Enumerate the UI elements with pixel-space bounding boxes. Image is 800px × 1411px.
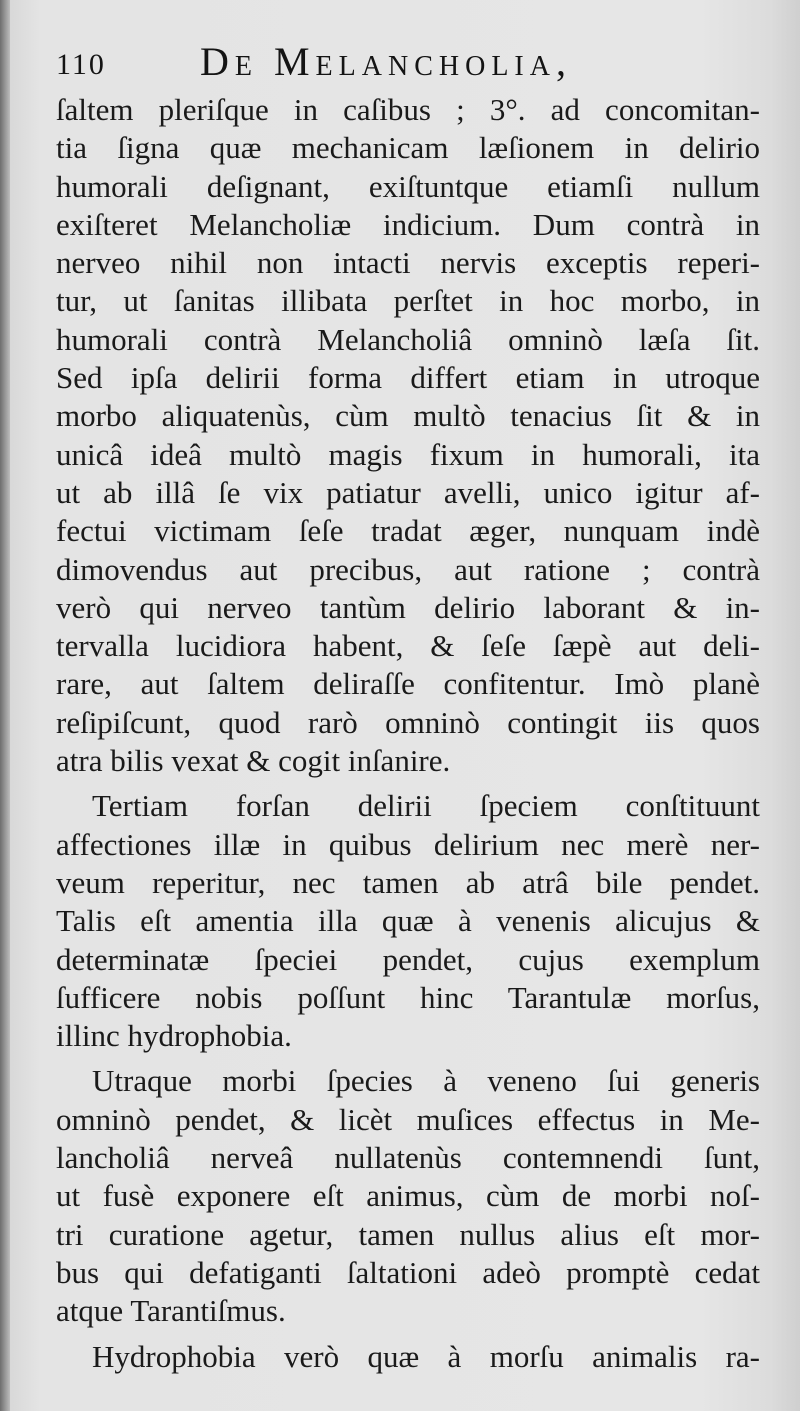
text-line: dimovendus aut precibus, aut ratione ; contrà <box>56 551 760 587</box>
text-line: reſipiſcunt, quod rarò omninò contingit iis quos <box>56 704 760 740</box>
text-line: unicâ ideâ multò magis fixum in humorali, ita <box>56 436 760 472</box>
text-line: tia ſigna quæ mechanicam læſionem in delirio <box>56 130 760 166</box>
text-line: tervalla lucidiora habent, & ſeſe ſæpè aut deli- <box>56 628 760 664</box>
text-line: tur, ut ſanitas illibata perſtet in hoc morbo, in <box>56 283 760 319</box>
text-line: humorali contrà Melancholiâ omninò læſa ſit. <box>56 321 760 357</box>
text-line: bus qui defatiganti ſaltationi adeò promptè cedat <box>56 1254 760 1290</box>
page-header <box>56 38 756 94</box>
text-line: illinc hydrophobia. <box>56 1018 292 1054</box>
text-line: nerveo nihil non intacti nervis exceptis reperi- <box>56 245 760 281</box>
text-line: omninò pendet, & licèt muſices effectus in Me- <box>56 1101 760 1137</box>
text-line: verò qui nerveo tantùm delirio laborant & in- <box>56 589 760 625</box>
text-line: Tertiam forſan delirii ſpeciem conſtituunt <box>92 788 760 824</box>
text-line: lancholiâ nerveâ nullatenùs contemnendi ſunt, <box>56 1140 760 1176</box>
text-line: ſufficere nobis poſſunt hinc Tarantulæ morſus, <box>56 979 760 1015</box>
text-line: Talis eſt amentia illa quæ à venenis alicujus & <box>56 903 760 939</box>
text-line: morbo aliquatenùs, cùm multò tenacius ſit & in <box>56 398 760 434</box>
text-line: Hydrophobia verò quæ à morſu animalis ra- <box>92 1338 760 1374</box>
text-line: determinatæ ſpeciei pendet, cujus exemplum <box>56 941 760 977</box>
text-line: veum reperitur, nec tamen ab atrâ bile pendet. <box>56 864 760 900</box>
text-line: rare, aut ſaltem deliraſſe confitentur. Imò planè <box>56 666 760 702</box>
paragraph <box>56 1338 760 1376</box>
text-line: ut ab illâ ſe vix patiatur avelli, unico igitur af- <box>56 474 760 510</box>
text-line: tri curatione agetur, tamen nullus alius eſt mor- <box>56 1216 760 1252</box>
running-title: De Melancholia, <box>200 39 572 84</box>
page-number: 110 <box>56 48 106 81</box>
paragraph <box>56 787 760 1055</box>
text-line: atra bilis vexat & cogit inſanire. <box>56 743 451 779</box>
body-text <box>56 91 760 1376</box>
text-line: humorali deſignant, exiſtuntque etiamſi nullum <box>56 168 760 204</box>
text-line: Sed ipſa delirii forma differt etiam in utroque <box>56 360 760 396</box>
paragraph <box>56 91 760 780</box>
text-line: ſaltem pleriſque in caſibus ; 3°. ad concomitan- <box>56 92 760 127</box>
text-line: Utraque morbi ſpecies à veneno ſui generis <box>92 1063 760 1099</box>
text-line: fectui victimam ſeſe tradat æger, nunquam indè <box>56 513 760 549</box>
text-line: affectiones illæ in quibus delirium nec merè ner- <box>56 826 760 862</box>
text-line: ut fusè exponere eſt animus, cùm de morbi noſ- <box>56 1178 760 1214</box>
text-line: atque Tarantiſmus. <box>56 1293 286 1329</box>
text-line: exiſteret Melancholiæ indicium. Dum contrà in <box>56 206 760 242</box>
page-binding-edge <box>0 0 10 1411</box>
paragraph <box>56 1062 760 1330</box>
